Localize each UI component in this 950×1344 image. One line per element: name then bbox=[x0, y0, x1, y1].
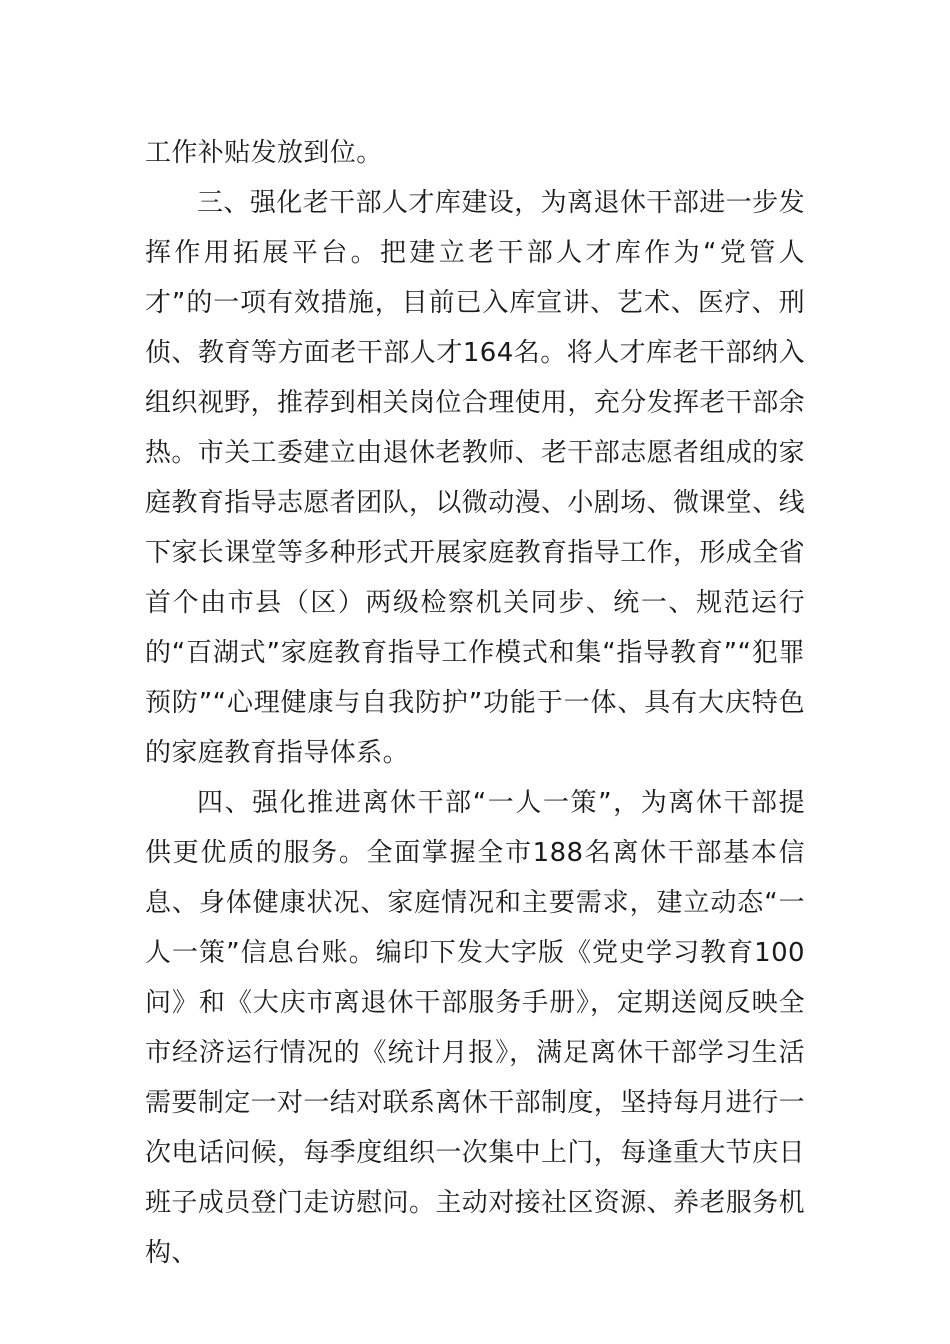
document-body bbox=[145, 128, 805, 1278]
paragraph-section-four: 四、强化推进离休干部“一人一策”，为离休干部提供更优质的服务。全面掌握全市188名离休干部基本信息、身体健康状况、家庭情况和主要需求，建立动态“一人一策”信息台账。编印下发大字版《党史学习教育100问》和《大庆市离退休干部服务手册》，定期送阅反映全市经济运行情况的《统计月报》，满足离休干部学习生活需要制定一对一结对联系离休干部制度，坚持每月进行一次电话问候，每季度组织一次集中上门，每逢重大节庆日班子成员登门走访慰问。主动对接社区资源、养老服务机构、 bbox=[145, 788, 806, 1268]
paragraph-continuation: 工作补贴发放到位。 bbox=[145, 138, 383, 168]
paragraph-section-three: 三、强化老干部人才库建设，为离退休干部进一步发挥作用拓展平台。把建立老干部人才库作为“党管人才”的一项有效措施，目前已入库宣讲、艺术、医疗、刑侦、教育等方面老干部人才164名。将人才库老干部纳入组织视野，推荐到相关岗位合理使用，充分发挥老干部余热。市关工委建立由退休老教师、老干部志愿者组成的家庭教育指导志愿者团队，以微动漫、小剧场、微课堂、线下家长课堂等多种形式开展家庭教育指导工作，形成全省首个由市县（区）两级检察机关同步、统一、规范运行的“百湖式”家庭教育指导工作模式和集“指导教育”“犯罪预防”“心理健康与自我防护”功能于一体、具有大庆特色的家庭教育指导体系。 bbox=[145, 188, 806, 768]
